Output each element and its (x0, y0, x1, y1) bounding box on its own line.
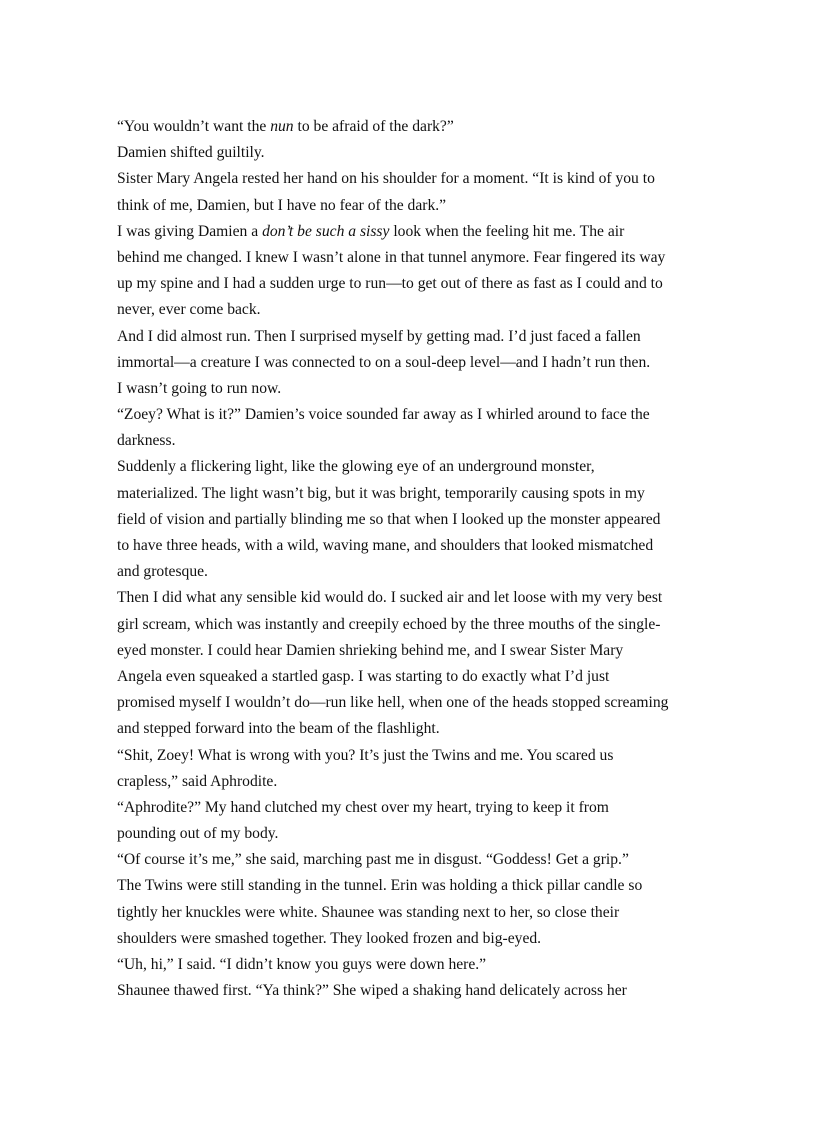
text-segment: Angela even squeaked a startled gasp. I was starting to do exactly what I’d just (117, 667, 610, 685)
text-line (117, 297, 709, 323)
text-segment: and stepped forward into the beam of the flashlight. (117, 720, 440, 738)
text-segment: to be afraid of the dark?” (293, 118, 454, 135)
text-line (117, 140, 709, 166)
text-segment: never, ever come back. (117, 301, 261, 319)
text-segment: promised myself I wouldn’t do—run like hell, when one of the heads stopped screaming (117, 694, 669, 712)
text-line (117, 428, 709, 454)
text-line (117, 612, 709, 638)
text-line (117, 350, 709, 376)
text-line (117, 559, 709, 585)
text-segment: Sister Mary Angela rested her hand on his shoulder for a moment. “It is kind of you to (117, 170, 655, 188)
text-line (117, 271, 709, 297)
text-segment: Damien shifted guiltily. (117, 144, 265, 162)
italic-segment: don’t be such a sissy (262, 222, 390, 240)
text-line (117, 795, 709, 821)
text-segment: Suddenly a flickering light, like the glowing eye of an underground monster, (117, 458, 595, 476)
text-line (117, 454, 709, 480)
text-segment: materialized. The light wasn’t big, but it was bright, temporarily causing spots in my (117, 484, 645, 502)
text-line (117, 926, 709, 952)
text-line (117, 638, 709, 664)
text-segment: to have three heads, with a wild, waving mane, and shoulders that looked mismatched (117, 537, 654, 554)
text-line (117, 900, 709, 926)
text-segment: eyed monster. I could hear Damien shrieking behind me, and I swear Sister Mary (117, 641, 624, 659)
text-segment: field of vision and partially blinding me so that when I looked up the monster appeared (117, 510, 661, 528)
text-segment: tightly her knuckles were white. Shaunee was standing next to her, so close their (117, 903, 620, 921)
text-line (117, 873, 709, 899)
text-line (117, 219, 709, 245)
text-line (117, 481, 709, 507)
text-segment: “Of course it’s me,” she said, marching past me in disgust. “Goddess! Get a grip.” (117, 851, 629, 869)
text-line (117, 507, 709, 533)
text-segment: “Zoey? What is it?” Damien’s voice sounded far away as I whirled around to face the (117, 406, 650, 424)
text-segment: look when the feeling hit me. The air (389, 222, 625, 240)
text-line (117, 952, 709, 978)
text-segment: immortal—a creature I was connected to on a soul-deep level—and I hadn’t run then. (117, 353, 651, 371)
text-line (117, 402, 709, 428)
text-segment: and grotesque. (117, 563, 208, 581)
text-segment: I was giving Damien a (117, 222, 263, 240)
text-segment: pounding out of my body. (117, 825, 279, 843)
text-segment: behind me changed. I knew I wasn’t alone in that tunnel anymore. Fear fingered its way (117, 248, 666, 266)
text-line (117, 193, 709, 219)
text-segment: up my spine and I had a sudden urge to run—to get out of there as fast as I could and to (117, 275, 663, 293)
text-line (117, 585, 709, 611)
text-segment: “You wouldn’t want the (117, 118, 271, 135)
text-line (117, 166, 709, 192)
body-text (117, 114, 709, 1004)
text-line (117, 716, 709, 742)
text-segment: Shaunee thawed first. “Ya think?” She wiped a shaking hand delicately across her (117, 982, 627, 1000)
text-segment: “Shit, Zoey! What is wrong with you? It’s just the Twins and me. You scared us (117, 746, 614, 764)
text-line (117, 533, 709, 559)
text-segment: And I did almost run. Then I surprised myself by getting mad. I’d just faced a fallen (117, 327, 641, 345)
text-segment: “Uh, hi,” I said. “I didn’t know you guys were down here.” (117, 956, 487, 973)
text-line (117, 821, 709, 847)
text-line (117, 245, 709, 271)
text-segment: girl scream, which was instantly and creepily echoed by the three mouths of the single- (117, 615, 661, 633)
text-segment: I wasn’t going to run now. (117, 379, 282, 397)
text-segment: The Twins were still standing in the tunnel. Erin was holding a thick pillar candle so (117, 877, 643, 895)
text-segment: “Aphrodite?” My hand clutched my chest over my heart, trying to keep it from (117, 798, 609, 816)
text-line (117, 978, 709, 1004)
text-line (117, 324, 709, 350)
text-line (117, 743, 709, 769)
text-line (117, 114, 709, 140)
italic-segment: nun (270, 118, 294, 135)
text-line (117, 690, 709, 716)
text-line (117, 769, 709, 795)
text-line (117, 376, 709, 402)
text-line (117, 664, 709, 690)
text-segment: think of me, Damien, but I have no fear of the dark.” (117, 196, 447, 214)
text-segment: darkness. (117, 432, 176, 450)
text-segment: Then I did what any sensible kid would do. I sucked air and let loose with my very best (117, 589, 663, 607)
text-line (117, 847, 709, 873)
text-segment: crapless,” said Aphrodite. (117, 772, 278, 790)
text-segment: shoulders were smashed together. They looked frozen and big-eyed. (117, 929, 542, 947)
